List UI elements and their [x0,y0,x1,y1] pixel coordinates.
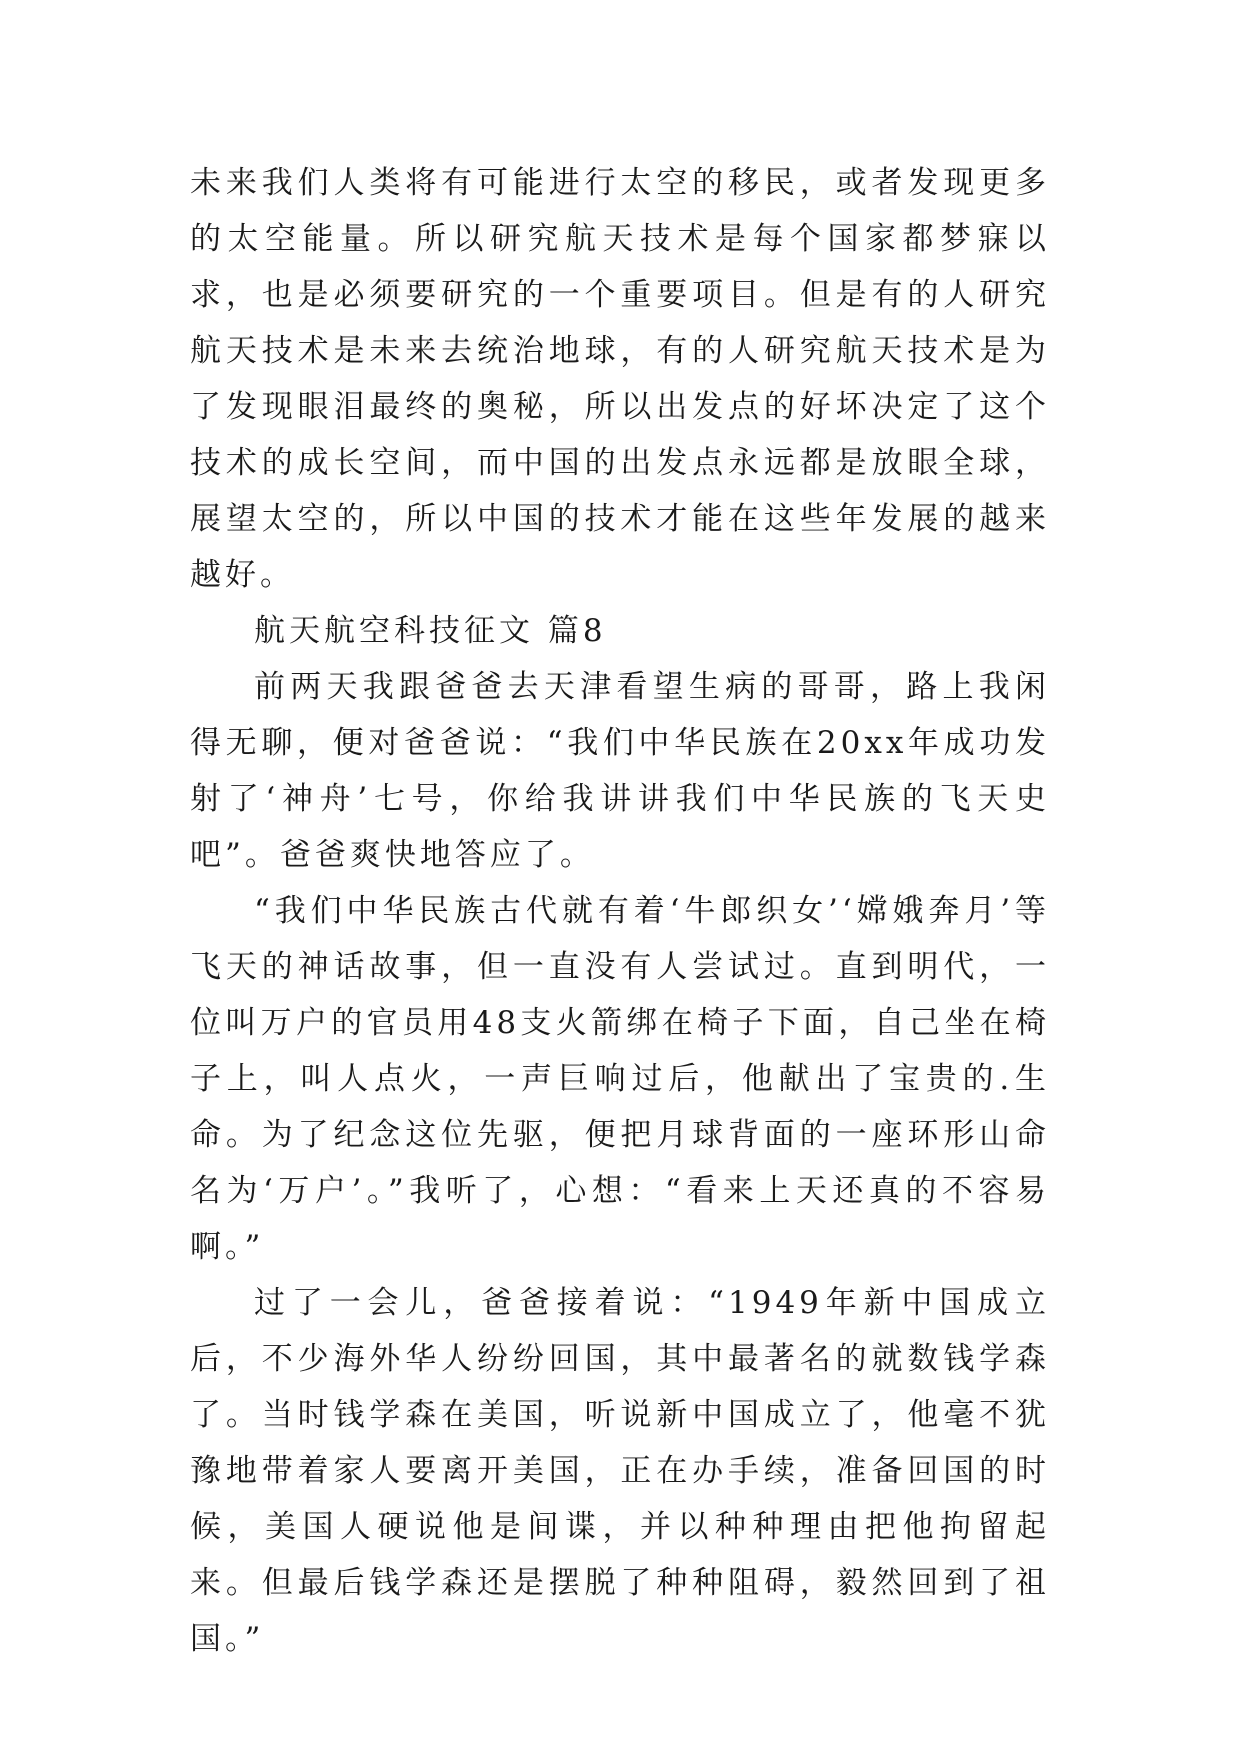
paragraph-qian-xuesen-story: 过了一会儿，爸爸接着说：“1949年新中国成立后，不少海外华人纷纷回国，其中最著名的就数钱学森了。当时钱学森在美国，听说新中国成立了，他毫不犹豫地带着家人要离开美国，正在办手续，准备回国的时候，美国人硬说他是间谍，并以种种理由把他拘留起来。但最后钱学森还是摆脱了种种阻碍，毅然回到了祖国。” [190,1285,1050,1657]
section-heading: 航天航空科技征文 篇8 [254,613,607,649]
document-body [190,155,1050,1667]
paragraph-trip-to-tianjin: 前两天我跟爸爸去天津看望生病的哥哥，路上我闲得无聊，便对爸爸说：“我们中华民族在20xx年成功发射了‘神舟’七号，你给我讲讲我们中华民族的飞天史吧”。爸爸爽快地答应了。 [190,669,1050,873]
paragraph-space-migration: 未来我们人类将有可能进行太空的移民，或者发现更多的太空能量。所以研究航天技术是每个国家都梦寐以求，也是必须要研究的一个重要项目。但是有的人研究航天技术是未来去统治地球，有的人研究航天技术是为了发现眼泪最终的奥秘，所以出发点的好坏决定了这个技术的成长空间，而中国的出发点永远都是放眼全球，展望太空的，所以中国的技术才能在这些年发展的越来越好。 [190,165,1050,593]
paragraph-wan-hu-story: “我们中华民族古代就有着‘牛郎织女’‘嫦娥奔月’等飞天的神话故事，但一直没有人尝试过。直到明代，一位叫万户的官员用48支火箭绑在椅子下面，自己坐在椅子上，叫人点火，一声巨响过后，他献出了宝贵的.生命。为了纪念这位先驱，便把月球背面的一座环形山命名为‘万户’。”我听了，心想：“看来上天还真的不容易啊。” [190,893,1050,1265]
